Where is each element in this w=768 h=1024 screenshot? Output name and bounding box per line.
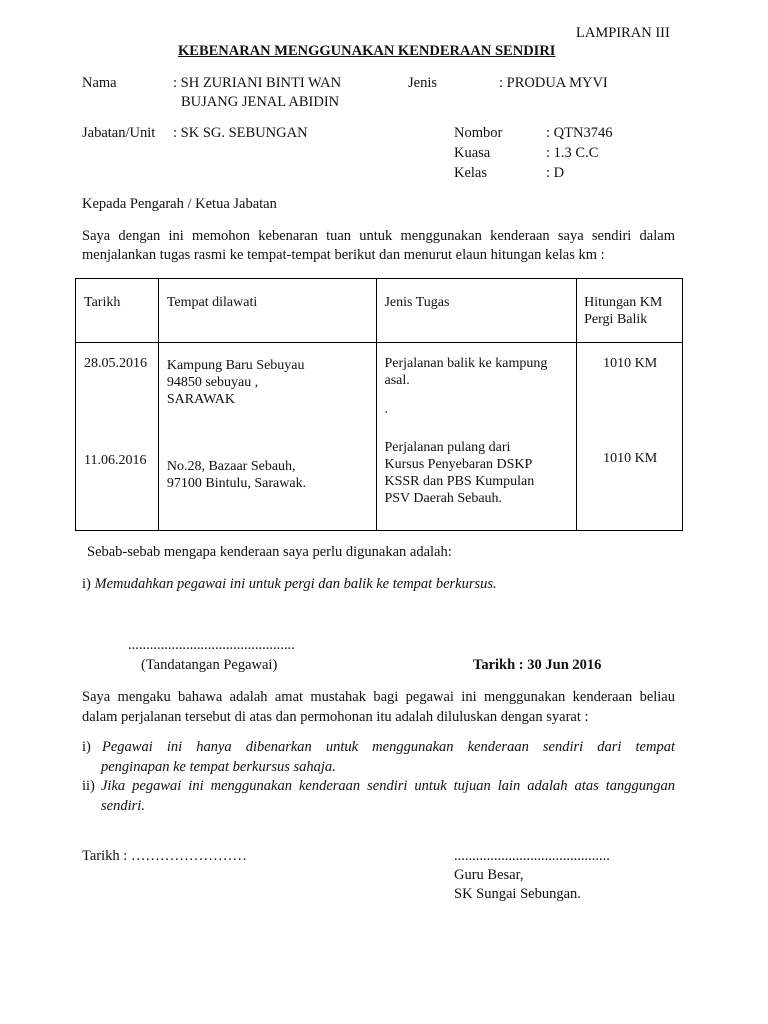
row2-jenis-1: Perjalanan pulang dari [384,440,511,455]
travel-table [75,278,683,531]
condition-1-line-2: penginapan ke tempat berkursus sahaja. [101,759,336,775]
reasons-intro: Sebab-sebab mengapa kenderaan saya perlu digunakan adalah: [87,544,452,560]
nombor-value: : QTN3746 [546,125,613,141]
condition-2-prefix: ii) [82,778,95,794]
jenis-label: Jenis [408,75,437,91]
lampiran-label: LAMPIRAN III [576,25,670,41]
header-cell-hitungan [577,279,683,343]
row2-jenis-2: Kursus Penyebaran DSKP [384,457,533,472]
row1-km: 1010 KM [603,356,658,371]
row2-km: 1010 KM [603,451,658,466]
request-line-1: Saya dengan ini memohon kebenaran tuan untuk menggunakan kenderaan saya sendiri dalam [82,228,675,244]
kelas-label: Kelas [454,165,488,181]
header-hitungan-sub: Pergi Balik [584,312,648,327]
signature-date: Tarikh : 30 Jun 2016 [473,657,602,673]
row1-tempat-2: 94850 sebuyau , [166,375,259,390]
header-tempat: Tempat dilawati [166,295,258,310]
footer-date-dots: …………………… [130,848,247,864]
kelas-value: : D [546,165,565,181]
footer-date-label: Tarikh : [82,848,128,864]
row2-jenis-3: KSSR dan PBS Kumpulan [384,474,535,489]
approval-line-1: Saya mengaku bahawa adalah amat mustahak bagi pegawai ini menggunakan kenderaan beliau [82,689,675,705]
signature-label: (Tandatangan Pegawai) [141,657,278,673]
row2-tarikh: 11.06.2016 [84,453,147,468]
condition-1-line-1: Pegawai ini hanya dibenarkan untuk menggunakan kenderaan sendiri dari tempat [102,739,675,755]
row-cell-tempat [158,343,377,531]
row-cell-tarikh [76,343,159,531]
separator-dot: . [384,402,388,417]
header-tarikh: Tarikh [84,295,121,310]
nama-value: : SH ZURIANI BINTI WAN [173,75,342,91]
kuasa-label: Kuasa [454,145,491,161]
footer-date [82,848,247,865]
table-row [76,343,683,531]
condition-2-line-1: Jika pegawai ini menggunakan kenderaan sendiri untuk tujuan lain adalah atas tanggungan [101,778,675,794]
school-name: SK Sungai Sebungan. [454,886,581,902]
headmaster-role: Guru Besar, [454,867,524,883]
jabatan-label: Jabatan/Unit [82,125,156,141]
row1-tempat-1: Kampung Baru Sebuyau [166,358,305,373]
row2-tempat-2: 97100 Bintulu, Sarawak. [166,476,307,491]
header-cell-jenis [377,279,577,343]
header-cell-tempat [158,279,377,343]
request-line-2: menjalankan tugas rasmi ke tempat-tempat berikut dan menurut elaun hitungan kelas km : [82,247,605,263]
table-header-row [76,279,683,343]
row1-tempat-3: SARAWAK [166,392,235,407]
header-jenis: Jenis Tugas [384,295,450,310]
jenis-value: : PRODUA MYVI [499,75,608,91]
header-hitungan: Hitungan KM [584,295,663,310]
row-cell-jenis [377,343,577,531]
nama-label: Nama [82,75,117,91]
row1-jenis-1: Perjalanan balik ke kampung [384,356,548,371]
kuasa-value: : 1.3 C.C [546,145,599,161]
condition-1-prefix: i) [82,739,91,755]
page-title: KEBENARAN MENGGUNAKAN KENDERAAN SENDIRI [178,43,556,59]
headmaster-signature-line: ........................................... [454,848,610,864]
nama-value-cont: BUJANG JENAL ABIDIN [181,94,340,110]
reason-1 [82,576,497,593]
row2-jenis-4: PSV Daerah Sebauh. [384,491,503,506]
header-cell-tarikh [76,279,159,343]
salutation: Kepada Pengarah / Ketua Jabatan [82,196,277,212]
approval-line-2: dalam perjalanan tersebut di atas dan permohonan itu adalah diluluskan dengan syarat : [82,709,589,725]
nombor-label: Nombor [454,125,503,141]
reason-1-text: Memudahkan pegawai ini untuk pergi dan balik ke tempat berkursus. [94,576,497,592]
condition-2-line-2: sendiri. [101,798,145,814]
signature-line: .............................................. [128,637,295,653]
row1-jenis-2: asal. [384,373,410,388]
row-cell-km [577,343,683,531]
reason-1-prefix: i) [82,576,91,592]
row1-tarikh: 28.05.2016 [84,356,147,371]
jabatan-value: : SK SG. SEBUNGAN [173,125,308,141]
row2-tempat-1: No.28, Bazaar Sebauh, [166,459,296,474]
